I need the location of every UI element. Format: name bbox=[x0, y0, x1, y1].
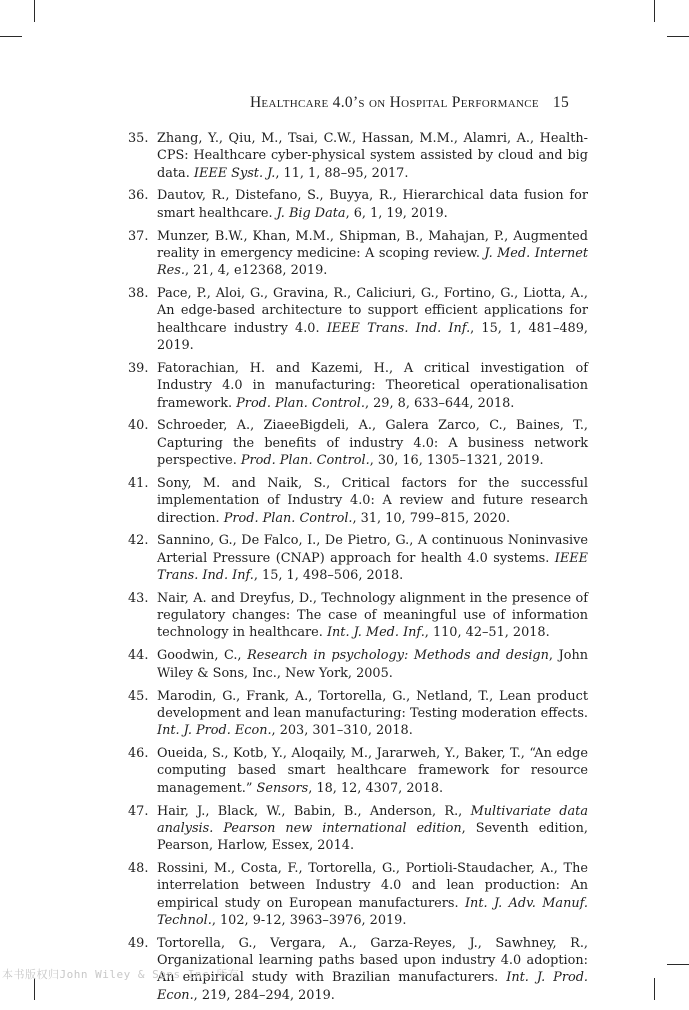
reference-journal: J. Med. Internet Res. bbox=[157, 245, 588, 279]
reference-item bbox=[128, 803, 588, 855]
reference-text: , Seventh edition, Pearson, Harlow, Essex, 2014. bbox=[157, 820, 588, 854]
reference-text: Sannino, G., De Falco, I., De Pietro, G., A continuous Noninvasive Arterial Pressure (CNAP) approach for health 4.0 systems. bbox=[157, 533, 588, 566]
reference-text: Goodwin, C., bbox=[157, 648, 248, 664]
reference-text: Fatorachian, H. and Kazemi, H., A critical investigation of Industry 4.0 in manufacturing: Theoretical operationalisation framework. bbox=[157, 360, 588, 411]
reference-number: 47. bbox=[128, 803, 149, 819]
reference-text: , 6, 1, 19, 2019. bbox=[345, 205, 448, 221]
reference-number: 40. bbox=[128, 418, 149, 434]
crop-mark-top-left bbox=[34, 0, 35, 22]
reference-item bbox=[128, 417, 588, 469]
reference-list bbox=[128, 130, 588, 1010]
reference-text: Zhang, Y., Qiu, M., Tsai, C.W., Hassan, M.M., Alamri, A., Health-CPS: Healthcare cyber-physical system assisted by cloud and big data. bbox=[157, 131, 588, 181]
reference-item bbox=[128, 688, 588, 740]
reference-item bbox=[128, 532, 588, 584]
reference-number: 42. bbox=[128, 533, 149, 549]
reference-text: , 18, 12, 4307, 2018. bbox=[308, 780, 444, 796]
reference-journal: Prod. Plan. Control. bbox=[223, 510, 353, 526]
reference-number: 49. bbox=[128, 935, 149, 951]
reference-journal: J. Big Data bbox=[276, 205, 346, 221]
reference-text: Dautov, R., Distefano, S., Buyya, R., Hierarchical data fusion for smart healthcare. bbox=[157, 188, 588, 221]
reference-number: 46. bbox=[128, 746, 149, 762]
reference-text: , 102, 9-12, 3963–3976, 2019. bbox=[211, 912, 407, 928]
reference-text: , 11, 1, 88–95, 2017. bbox=[275, 165, 409, 181]
reference-text: Rossini, M., Costa, F., Tortorella, G., Portioli-Staudacher, A., The interrelation between Industry 4.0 and lean production: An empirical study on European manufacturers. bbox=[157, 861, 588, 911]
reference-text: Oueida, S., Kotb, Y., Aloqaily, M., Jararweh, Y., Baker, T., “An edge computing based smart healthcare framework for resource management.” bbox=[157, 746, 588, 796]
reference-item bbox=[128, 475, 588, 527]
reference-text: Nair, A. and Dreyfus, D., Technology alignment in the presence of regulatory changes: The case of meaningful use of information technology in healthcare. bbox=[157, 590, 588, 641]
crop-mark-bottom-right-h bbox=[667, 964, 689, 965]
reference-text: , John Wiley & Sons, Inc., New York, 2005. bbox=[157, 648, 589, 681]
reference-number: 43. bbox=[128, 590, 149, 606]
running-head bbox=[0, 94, 569, 112]
reference-journal: IEEE Trans. Ind. Inf. bbox=[326, 320, 471, 336]
reference-text: Marodin, G., Frank, A., Tortorella, G., Netland, T., Lean product development and lean manufacturing: Testing moderation effects. bbox=[157, 688, 588, 721]
reference-item bbox=[128, 860, 588, 929]
reference-journal: Multivariate data analysis. Pearson new international edition bbox=[157, 803, 588, 836]
reference-item bbox=[128, 647, 588, 682]
reference-item bbox=[128, 187, 588, 222]
reference-text: Munzer, B.W., Khan, M.M., Shipman, B., Mahajan, P., Augmented reality in emergency medicine: A scoping review. bbox=[157, 228, 588, 261]
reference-number: 48. bbox=[128, 861, 149, 876]
reference-text: Schroeder, A., ZiaeeBigdeli, A., Galera Zarco, C., Baines, T., Capturing the benefits of industry 4.0: A business network perspective. bbox=[157, 418, 588, 469]
reference-item bbox=[128, 130, 588, 182]
watermark: 本书版权归John Wiley & Sons Inc.所有 bbox=[2, 968, 240, 981]
reference-number: 37. bbox=[128, 228, 149, 244]
reference-text: , 15, 1, 481–489, 2019. bbox=[157, 320, 588, 354]
reference-number: 41. bbox=[128, 475, 149, 491]
page-number: 15 bbox=[552, 94, 569, 111]
reference-item bbox=[128, 360, 588, 412]
reference-number: 39. bbox=[128, 360, 149, 376]
reference-number: 36. bbox=[128, 188, 149, 204]
reference-text: , 31, 10, 799–815, 2020. bbox=[352, 510, 511, 526]
reference-text: , 29, 8, 633–644, 2018. bbox=[364, 395, 515, 411]
reference-journal: Prod. Plan. Control. bbox=[236, 395, 365, 411]
reference-journal: Sensors bbox=[256, 780, 309, 796]
reference-item bbox=[128, 228, 588, 280]
reference-text: , 21, 4, e12368, 2019. bbox=[184, 263, 328, 279]
reference-item bbox=[128, 590, 588, 642]
reference-number: 38. bbox=[128, 286, 149, 302]
reference-journal: Research in psychology: Methods and design bbox=[247, 648, 549, 664]
crop-mark-top-left-h bbox=[0, 36, 22, 37]
crop-mark-top-right-h bbox=[667, 36, 689, 37]
reference-item bbox=[128, 285, 588, 354]
reference-journal: Int. J. Prod. Econ. bbox=[157, 970, 588, 1003]
reference-text: Tortorella, G., Vergara, A., Garza-Reyes, J., Sawhney, R., Organizational learning paths based upon industry 4.0 adoption: An empirical study with Brazilian manufacturers. bbox=[157, 935, 588, 986]
reference-number: 44. bbox=[128, 648, 149, 664]
crop-mark-bottom-right bbox=[654, 978, 655, 1000]
reference-text: Pace, P., Aloi, G., Gravina, R., Caliciuri, G., Fortino, G., Liotta, A., An edge-based architecture to support efficient applications for healthcare industry 4.0. bbox=[157, 286, 588, 336]
crop-mark-top-right bbox=[654, 0, 655, 22]
reference-item bbox=[128, 745, 588, 797]
reference-journal: IEEE Syst. J. bbox=[193, 165, 276, 181]
reference-journal: Int. J. Med. Inf. bbox=[326, 625, 425, 641]
reference-text: Sony, M. and Naik, S., Critical factors for the successful implementation of Industry 4.0: A review and future research direction. bbox=[157, 475, 588, 526]
reference-text: , 30, 16, 1305–1321, 2019. bbox=[369, 453, 544, 469]
reference-text: , 203, 301–310, 2018. bbox=[271, 723, 413, 739]
reference-text: , 110, 42–51, 2018. bbox=[424, 625, 550, 641]
reference-journal: IEEE Trans. Ind. Inf. bbox=[157, 550, 588, 583]
running-head-title: Healthcare 4.0’s on Hospital Performance bbox=[249, 94, 539, 111]
reference-text: , 15, 1, 498–506, 2018. bbox=[253, 567, 404, 583]
reference-text: , 219, 284–294, 2019. bbox=[193, 987, 335, 1003]
reference-text: Hair, J., Black, W., Babin, B., Anderson, R., bbox=[157, 803, 471, 819]
reference-journal: Int. J. Adv. Manuf. Technol. bbox=[157, 895, 588, 928]
reference-journal: Prod. Plan. Control. bbox=[240, 453, 370, 469]
reference-journal: Int. J. Prod. Econ. bbox=[157, 723, 272, 739]
reference-number: 45. bbox=[128, 688, 149, 704]
reference-number: 35. bbox=[128, 131, 149, 146]
